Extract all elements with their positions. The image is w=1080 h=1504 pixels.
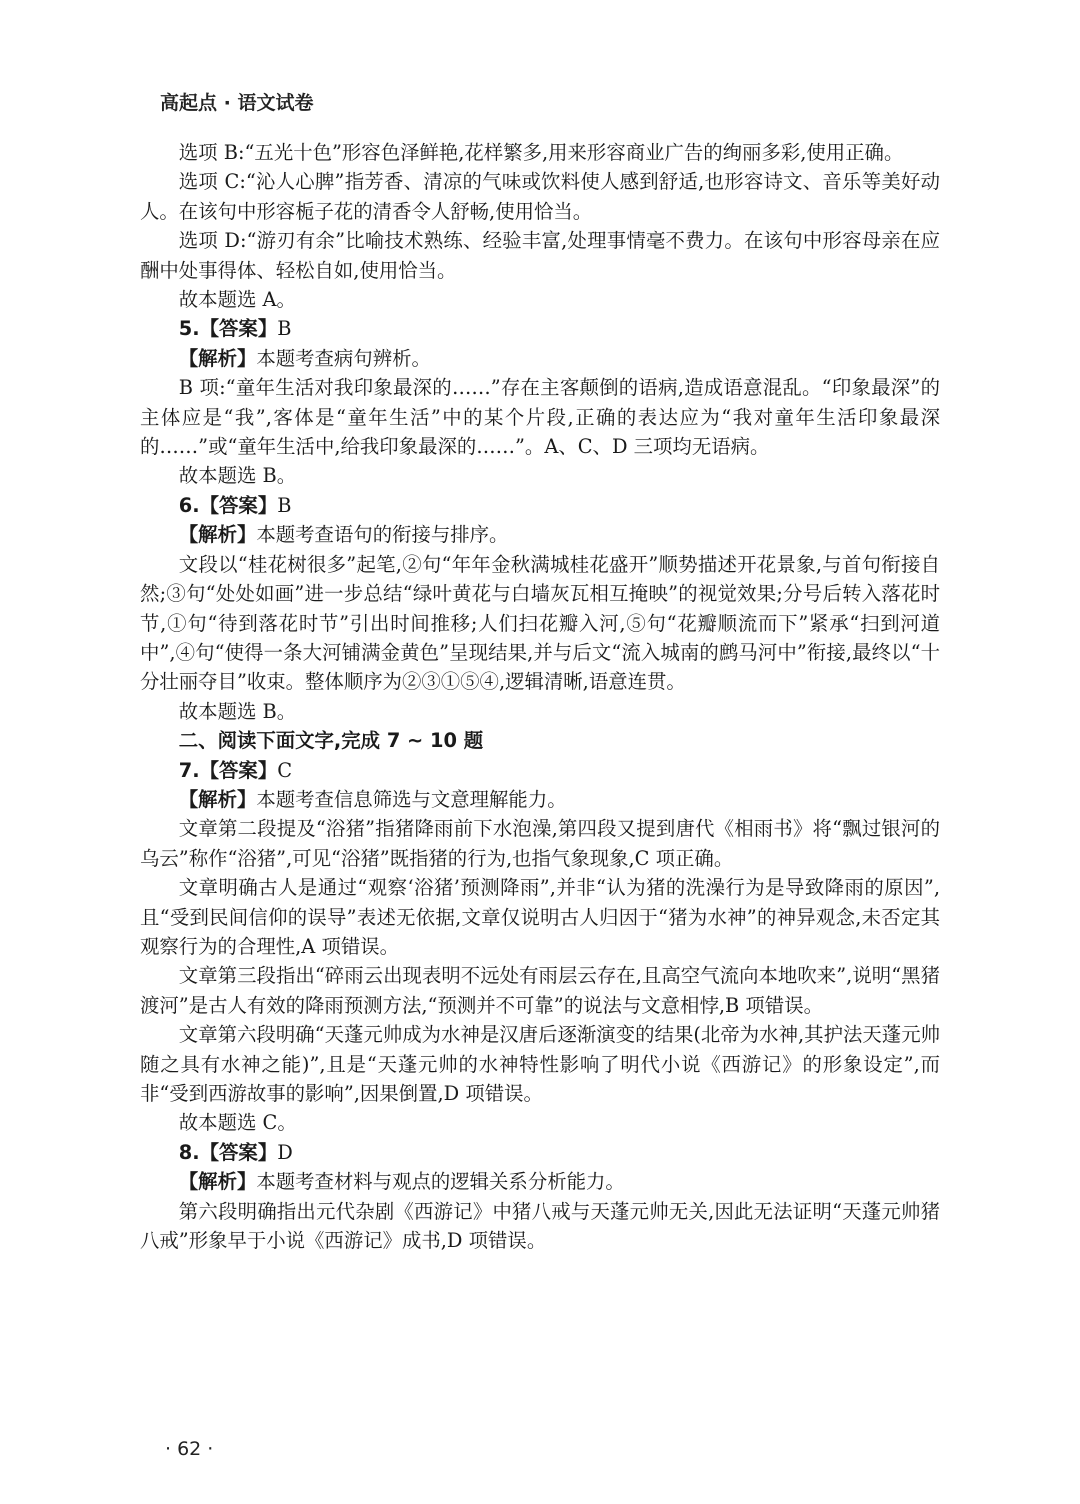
paragraph-text: 文章第三段指出“碎雨云出现表明不远处有雨层云存在,且高空气流向本地吹来”,说明“黑猪渡河”是古人有效的降雨预测方法,“预测并不可靠”的说法与文意相悖,B 项错误。 bbox=[140, 964, 940, 1017]
paragraph-text: 本题考查病句辨析。 bbox=[256, 346, 431, 370]
paragraph-text: 故本题选 A。 bbox=[178, 288, 296, 312]
answer-tag: 【解析】 bbox=[178, 346, 257, 370]
paragraph-text: 本题考查材料与观点的逻辑关系分析能力。 bbox=[256, 1170, 625, 1194]
paragraph bbox=[140, 550, 940, 697]
paragraph bbox=[140, 697, 940, 726]
paragraph bbox=[140, 167, 940, 226]
paragraph bbox=[140, 138, 940, 167]
paragraph bbox=[140, 726, 940, 755]
paragraph bbox=[140, 1138, 940, 1167]
paragraph bbox=[140, 1197, 940, 1256]
answer-tag: 【解析】 bbox=[178, 523, 257, 547]
paragraph-text: 选项 D:“游刃有余”比喻技术熟练、经验丰富,处理事情毫不费力。在该句中形容母亲在应酬中处事得体、轻松自如,使用恰当。 bbox=[140, 229, 940, 282]
paragraph-text: 选项 C:“沁人心脾”指芳香、清凉的气味或饮料使人感到舒适,也形容诗文、音乐等美好动人。在该句中形容栀子花的清香令人舒畅,使用恰当。 bbox=[140, 170, 940, 223]
paragraph bbox=[140, 785, 940, 814]
paragraph bbox=[140, 491, 940, 520]
answer-tag: 【解析】 bbox=[178, 787, 257, 811]
paragraph bbox=[140, 314, 940, 343]
paragraph-text: 故本题选 B。 bbox=[178, 699, 297, 723]
paragraph-text: 文章第六段明确“天蓬元帅成为水神是汉唐后逐渐演变的结果(北帝为水神,其护法天蓬元帅随之具有水神之能)”,且是“天蓬元帅的水神特性影响了明代小说《西游记》的形象设定”,而非“受到西游故事的影响”,因果倒置,D 项错误。 bbox=[140, 1023, 940, 1105]
paragraph bbox=[140, 814, 940, 873]
paragraph-text: 本题考查信息筛选与文意理解能力。 bbox=[256, 787, 567, 811]
paragraph-text: 选项 B:“五光十色”形容色泽鲜艳,花样繁多,用来形容商业广告的绚丽多彩,使用正确。 bbox=[178, 141, 904, 164]
section-heading: 二、阅读下面文字,完成 7 ~ 10 题 bbox=[178, 729, 484, 753]
page-number: · 62 · bbox=[165, 1438, 214, 1460]
paragraph-text: 文段以“桂花树很多”起笔,②句“年年金秋满城桂花盛开”顺势描述开花景象,与首句衔接自然;③句“处处如画”进一步总结“绿叶黄花与白墙灰瓦相互掩映”的视觉效果;分号后转入落花时节,①句“待到落花时节”引出时间推移;人们扫花瓣入河,⑤句“花瓣顺流而下”紧承“扫到河道中”,④句“使得一条大河铺满金黄色”呈现结果,并与后文“流入城南的鹧马河中”衔接,最终以“十分壮丽夺目”收束。整体顺序为②③①⑤④,逻辑清晰,语意连贯。 bbox=[140, 552, 940, 694]
paragraph bbox=[140, 1167, 940, 1196]
paragraph-text: 故本题选 C。 bbox=[178, 1111, 297, 1135]
answer-tag: 7.【答案】 bbox=[178, 758, 278, 782]
paragraph-text: 故本题选 B。 bbox=[178, 464, 297, 488]
paragraph bbox=[140, 1108, 940, 1137]
paragraph bbox=[140, 461, 940, 490]
paragraph-text: B 项:“童年生活对我印象最深的……”存在主客颠倒的语病,造成语意混乱。“印象最深”的主体应是“我”,客体是“童年生活”中的某个片段,正确的表达应为“我对童年生活印象最深的……”或“童年生活中,给我印象最深的……”。A、C、D 三项均无语病。 bbox=[140, 376, 940, 459]
paragraph-text: 文章第二段提及“浴猪”指猪降雨前下水泡澡,第四段又提到唐代《相雨书》将“飘过银河的乌云”称作“浴猪”,可见“浴猪”既指猪的行为,也指气象现象,C 项正确。 bbox=[140, 817, 940, 870]
paragraph bbox=[140, 1020, 940, 1108]
paragraph bbox=[140, 226, 940, 285]
answer-tag: 6.【答案】 bbox=[178, 493, 278, 517]
paragraph bbox=[140, 756, 940, 785]
page-header: 高起点 · 语文试卷 bbox=[160, 92, 314, 114]
paragraph-text: B bbox=[277, 493, 292, 517]
answer-tag: 【解析】 bbox=[178, 1170, 257, 1194]
paragraph-text: 第六段明确指出元代杂剧《西游记》中猪八戒与天蓬元帅无关,因此无法证明“天蓬元帅猪八戒”形象早于小说《西游记》成书,D 项错误。 bbox=[140, 1199, 940, 1253]
paragraph bbox=[140, 344, 940, 373]
paragraph-text: 文章明确古人是通过“观察‘浴猪’预测降雨”,并非“认为猪的洗澡行为是导致降雨的原因”,且“受到民间信仰的误导”表述无依据,文章仅说明古人归因于“猪为水神”的神异观念,未否定其观察行为的合理性,A 项错误。 bbox=[140, 876, 940, 958]
paragraph bbox=[140, 520, 940, 549]
paragraph bbox=[140, 961, 940, 1020]
paragraph bbox=[140, 873, 940, 961]
answer-tag: 8.【答案】 bbox=[178, 1140, 278, 1164]
answer-tag: 5.【答案】 bbox=[178, 317, 278, 341]
paragraph-text: C bbox=[277, 758, 293, 782]
paragraph-text: D bbox=[277, 1140, 293, 1164]
paragraph-text: 本题考查语句的衔接与排序。 bbox=[256, 523, 509, 547]
paragraph-text: B bbox=[277, 317, 292, 341]
paragraph bbox=[140, 373, 940, 461]
paragraph bbox=[140, 285, 940, 314]
answer-content bbox=[140, 138, 940, 1255]
